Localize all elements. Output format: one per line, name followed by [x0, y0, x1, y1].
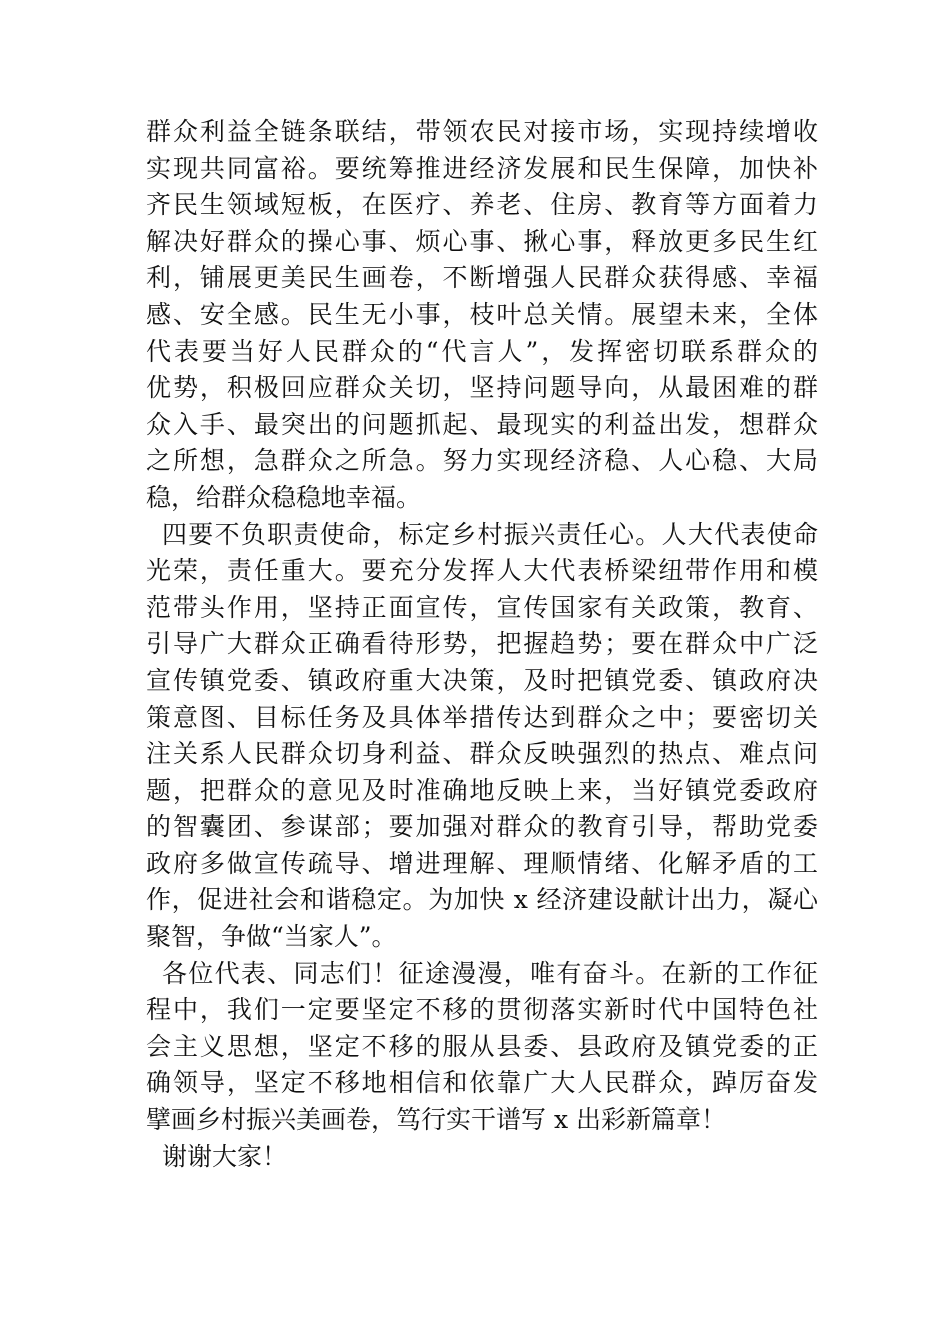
text-line: 会主义思想，坚定不移的服从县委、县政府及镇党委的正: [146, 1031, 818, 1061]
paragraph-thanks: [146, 1139, 818, 1176]
text-line: 感、安全感。民生无小事，枝叶总关情。展望未来，全体: [146, 299, 818, 329]
text-line: 聚智，争做“当家人”。: [146, 922, 397, 952]
text-line: 宣传镇党委、镇政府重大决策，及时把镇党委、镇政府决: [146, 665, 818, 695]
text-line: 范带头作用，坚持正面宣传，宣传国家有关政策，教育、: [146, 592, 818, 622]
text-line: 解决好群众的操心事、烦心事、揪心事，释放更多民生红: [146, 226, 818, 256]
text-line: 稳，给群众稳稳地幸福。: [146, 482, 422, 512]
text-line: 作，促进社会和谐稳定。为加快 x 经济建设献计出力，凝心: [146, 885, 818, 915]
text-line: 引导广大群众正确看待形势，把握趋势；要在群众中广泛: [146, 629, 818, 659]
text-line: 策意图、目标任务及具体举措传达到群众之中；要密切关: [146, 702, 818, 732]
text-line: 确领导，坚定不移地相信和依靠广大人民群众，踔厉奋发: [146, 1068, 818, 1098]
text-line: 众入手、最突出的问题抓起、最现实的利益出发，想群众: [146, 409, 818, 439]
paragraph-duty-mission: [146, 517, 818, 956]
text-line: 注关系人民群众切身利益、群众反映强烈的热点、难点问: [146, 739, 818, 769]
paragraph-closing: [146, 956, 818, 1139]
text-line: 政府多做宣传疏导、增进理解、理顺情绪、化解矛盾的工: [146, 848, 818, 878]
text-line: 四要不负职责使命，标定乡村振兴责任心。人大代表使命: [162, 519, 818, 549]
body-text: [146, 114, 818, 1175]
text-line: 的智囊团、参谋部；要加强对群众的教育引导，帮助党委: [146, 812, 818, 842]
text-line: 谢谢大家！: [162, 1141, 288, 1171]
text-line: 各位代表、同志们！征途漫漫，唯有奋斗。在新的工作征: [162, 958, 818, 988]
text-line: 实现共同富裕。要统筹推进经济发展和民生保障，加快补: [146, 153, 818, 183]
text-line: 程中，我们一定要坚定不移的贯彻落实新时代中国特色社: [146, 995, 818, 1025]
text-line: 优势，积极回应群众关切，坚持问题导向，从最困难的群: [146, 373, 818, 403]
text-line: 利，铺展更美民生画卷，不断增强人民群众获得感、幸福: [146, 263, 818, 293]
text-line: 代表要当好人民群众的“代言人”，发挥密切联系群众的: [146, 336, 818, 366]
text-line: 之所想，急群众之所急。努力实现经济稳、人心稳、大局: [146, 446, 818, 476]
text-line: 群众利益全链条联结，带领农民对接市场，实现持续增收: [146, 117, 818, 146]
text-line: 光荣，责任重大。要充分发挥人大代表桥梁纽带作用和模: [146, 556, 818, 586]
text-line: 题，把群众的意见及时准确地反映上来，当好镇党委政府: [146, 775, 818, 805]
paragraph-livelihood: [146, 114, 818, 517]
text-line: 齐民生领域短板，在医疗、养老、住房、教育等方面着力: [146, 190, 818, 220]
text-line: 擘画乡村振兴美画卷，笃行实干谱写 x 出彩新篇章！: [146, 1105, 726, 1135]
